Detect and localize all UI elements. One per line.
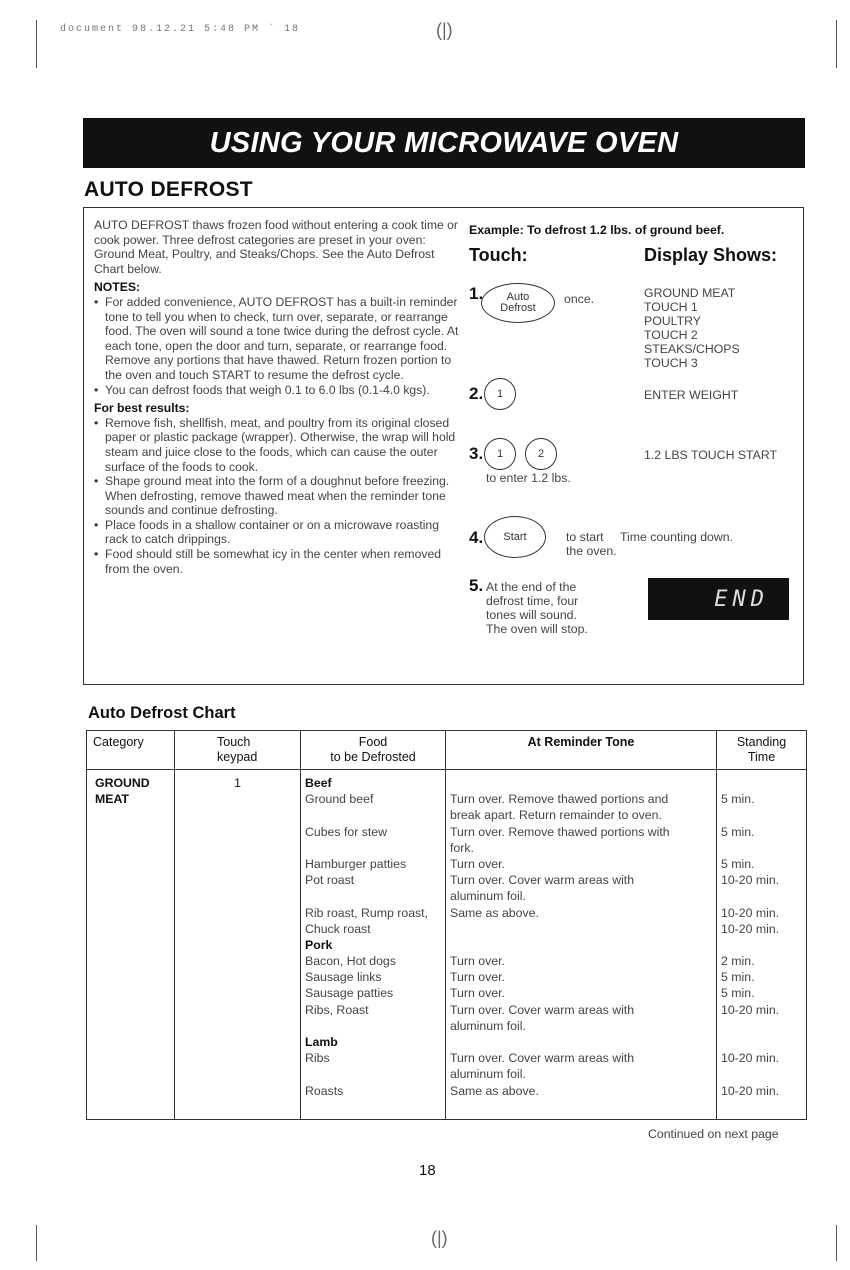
cell-line: 10-20 min.: [721, 1051, 780, 1066]
cell-standing: [717, 770, 807, 1120]
cell-line: 10-20 min.: [721, 873, 780, 888]
intro-text: AUTO DEFROST thaws frozen food without entering a cook time or cook power. Three defrost categories are preset in your oven: Ground Meat, Poultry, and Steaks/Chops. See the Auto Defrost Chart below.: [94, 218, 458, 276]
page-banner: USING YOUR MICROWAVE OVEN: [83, 118, 805, 168]
cell-line: Rib roast, Rump roast,: [305, 905, 429, 920]
food-h2: to be Defrosted: [330, 750, 416, 764]
step-5-line: At the end of the: [486, 580, 577, 594]
cell-line: Turn over. Cover warm areas with: [450, 873, 635, 888]
step-1-text: once.: [564, 292, 595, 306]
cell-line: [721, 1066, 806, 1082]
cell-line: 5 min.: [721, 824, 755, 839]
cell-keypad: 1: [175, 770, 301, 1120]
col-header-reminder: At Reminder Tone: [446, 731, 717, 770]
cell-line: [305, 840, 445, 856]
chart-title: Auto Defrost Chart: [88, 704, 236, 722]
cell-line: [450, 921, 716, 937]
cell-line: Turn over.: [450, 970, 505, 985]
crop-line-right: [836, 20, 837, 68]
cell-line: 10-20 min.: [721, 905, 780, 920]
cell-line: 2 min.: [721, 954, 755, 969]
display-line: POULTRY: [644, 314, 701, 328]
cell-line: Turn over. Remove thawed portions and: [450, 792, 669, 807]
step-5-line: defrost time, four: [486, 594, 579, 608]
step-5-number: 5.: [469, 576, 484, 595]
number-key-1[interactable]: 1: [484, 378, 516, 410]
step-5-text: [486, 580, 588, 636]
step-3-text: to enter 1.2 lbs.: [486, 471, 571, 485]
touch-heading: Touch:: [469, 245, 528, 265]
continued-note: Continued on next page: [648, 1127, 779, 1141]
cell-line: [721, 807, 806, 823]
example-line: Example: To defrost 1.2 lbs. of ground beef.: [469, 223, 725, 237]
crop-mark-bottom: (|): [431, 1228, 448, 1248]
cell-line: 10-20 min.: [721, 1083, 780, 1098]
col-header-food: [301, 731, 446, 770]
display-line: TOUCH 2: [644, 328, 698, 342]
cell-line: Ribs, Roast: [305, 1002, 369, 1017]
cell-line: 5 min.: [721, 986, 755, 1001]
cell-line: 10-20 min.: [721, 921, 780, 936]
step-4-number: 4.: [469, 528, 484, 547]
print-meta: document 98.12.21 5:48 PM ` 18: [60, 24, 301, 35]
display-heading: Display Shows:: [644, 245, 778, 265]
notes-heading: NOTES:: [94, 280, 141, 295]
cell-line: Chuck roast: [305, 921, 371, 936]
step-1-number: 1.: [469, 284, 484, 303]
cell-line: Sausage patties: [305, 986, 394, 1001]
auto-defrost-chart: [86, 730, 807, 1120]
cell-line: [450, 937, 716, 953]
table-row: [87, 770, 807, 1120]
crop-line-left-bottom: [36, 1225, 37, 1261]
cell-line: [721, 888, 806, 904]
cell-line: [450, 775, 716, 791]
cell-line: [721, 937, 806, 953]
key-label-line1: Auto: [506, 291, 530, 303]
display-line: GROUND MEAT: [644, 286, 736, 300]
best-results-list: [94, 416, 459, 577]
display-line: TOUCH 1: [644, 300, 698, 314]
cell-line: [721, 1018, 806, 1034]
cell-line: Pork: [305, 937, 333, 952]
cell-line: Ground beef: [305, 792, 374, 807]
note-item: • For added convenience, AUTO DEFROST has a built-in reminder tone to tell you when to check, turn over, separate, or rearrange food. The oven will sound a tone twice during the defrost cycle. At each tone, open the door and turn, separate, or rearrange food. Remove any portions that have thawed. Return frozen portion to the oven and touch START to resume the defrost cycle.: [94, 295, 459, 383]
cell-line: [305, 1066, 445, 1082]
cell-line: aluminum foil.: [450, 1018, 526, 1033]
page-number: 18: [419, 1162, 436, 1179]
cell-line: 5 min.: [721, 792, 755, 807]
cell-food: [301, 770, 446, 1120]
cell-line: Sausage links: [305, 970, 382, 985]
display-line: TOUCH 3: [644, 356, 698, 370]
cell-line: 5 min.: [721, 856, 755, 871]
number-key-1[interactable]: 1: [484, 438, 516, 470]
step-4-display: Time counting down.: [620, 530, 734, 544]
cell-category: [87, 770, 175, 1120]
cell-line: [450, 1034, 716, 1050]
step-5-line: tones will sound.: [486, 608, 577, 622]
cell-line: 10-20 min.: [721, 1002, 780, 1017]
cell-line: Turn over.: [450, 986, 505, 1001]
left-column: [94, 218, 459, 576]
tip-item: • Place foods in a shallow container or on a microwave roasting rack to catch drippings.: [94, 518, 459, 547]
cell-line: [305, 888, 445, 904]
cell-line: Lamb: [305, 1035, 338, 1049]
cell-line: Same as above.: [450, 905, 539, 920]
cell-line: aluminum foil.: [450, 889, 526, 904]
cell-line: Turn over.: [450, 856, 505, 871]
col-header-standing: [717, 731, 807, 770]
cell-line: Ribs: [305, 1051, 330, 1066]
auto-defrost-key[interactable]: [481, 283, 555, 323]
cell-line: [721, 1034, 806, 1050]
oven-display: END: [648, 578, 789, 620]
cell-line: Turn over. Remove thawed portions with: [450, 824, 670, 839]
cell-line: Turn over. Cover warm areas with: [450, 1002, 635, 1017]
tip-item: • Food should still be somewhat icy in the center when removed from the oven.: [94, 547, 459, 576]
touch-h1: Touch: [217, 735, 251, 749]
cell-line: fork.: [450, 840, 474, 855]
cell-line: Turn over.: [450, 954, 505, 969]
category-l2: MEAT: [95, 792, 129, 807]
crop-line-left: [36, 20, 37, 68]
standing-h2: Time: [747, 750, 776, 764]
step-4-text: [566, 530, 617, 558]
cell-line: [721, 840, 806, 856]
number-key-2[interactable]: 2: [525, 438, 557, 470]
notes-list: [94, 295, 459, 397]
standing-h1: Standing: [736, 735, 787, 749]
step-1-display: [644, 286, 740, 370]
key-label-line2: Defrost: [500, 302, 536, 314]
col-header-touch: [175, 731, 301, 770]
cell-line: Bacon, Hot dogs: [305, 954, 396, 969]
crop-line-right-bottom: [836, 1225, 837, 1261]
best-results-heading: For best results:: [94, 401, 190, 416]
section-title: AUTO DEFROST: [84, 178, 253, 201]
display-line: STEAKS/CHOPS: [644, 342, 740, 356]
col-header-category: Category: [87, 731, 175, 770]
category-l1: GROUND: [95, 776, 150, 790]
note-item: • You can defrost foods that weigh 0.1 to 6.0 lbs (0.1-4.0 kgs).: [94, 383, 459, 398]
cell-line: Turn over. Cover warm areas with: [450, 1051, 635, 1066]
step-3-number: 3.: [469, 444, 484, 463]
crop-mark-top: (|): [436, 20, 453, 40]
step-5-line: The oven will stop.: [486, 622, 588, 636]
step-2-display: ENTER WEIGHT: [644, 388, 739, 402]
start-key[interactable]: Start: [484, 516, 546, 558]
step-4-text-l1: to start: [566, 530, 604, 544]
step-3-display: 1.2 LBS TOUCH START: [644, 448, 778, 462]
cell-line: [721, 775, 806, 791]
cell-line: Cubes for stew: [305, 824, 388, 839]
cell-line: Hamburger patties: [305, 856, 407, 871]
cell-line: aluminum foil.: [450, 1067, 526, 1082]
cell-line: Same as above.: [450, 1083, 539, 1098]
cell-line: Pot roast: [305, 873, 355, 888]
cell-line: break apart. Return remainder to oven.: [450, 808, 662, 823]
cell-line: 5 min.: [721, 970, 755, 985]
tip-item: • Shape ground meat into the form of a doughnut before freezing. When defrosting, remove thawed meat when the reminder tone sounds and continue defrosting.: [94, 474, 459, 518]
cell-line: [305, 807, 445, 823]
cell-line: Roasts: [305, 1083, 344, 1098]
cell-line: Beef: [305, 776, 332, 790]
step-2-number: 2.: [469, 384, 484, 403]
cell-reminder: [446, 770, 717, 1120]
tip-item: • Remove fish, shellfish, meat, and poultry from its original closed paper or plastic package (wrapper). Otherwise, the wrap will hold steam and juice close to the foods, which can cause the outer surface of the foods to cook.: [94, 416, 459, 474]
food-h1: Food: [358, 735, 388, 749]
table-header-row: [87, 731, 807, 770]
cell-line: [305, 1018, 445, 1034]
touch-h2: keypad: [217, 750, 258, 764]
step-4-text-l2: the oven.: [566, 544, 617, 558]
